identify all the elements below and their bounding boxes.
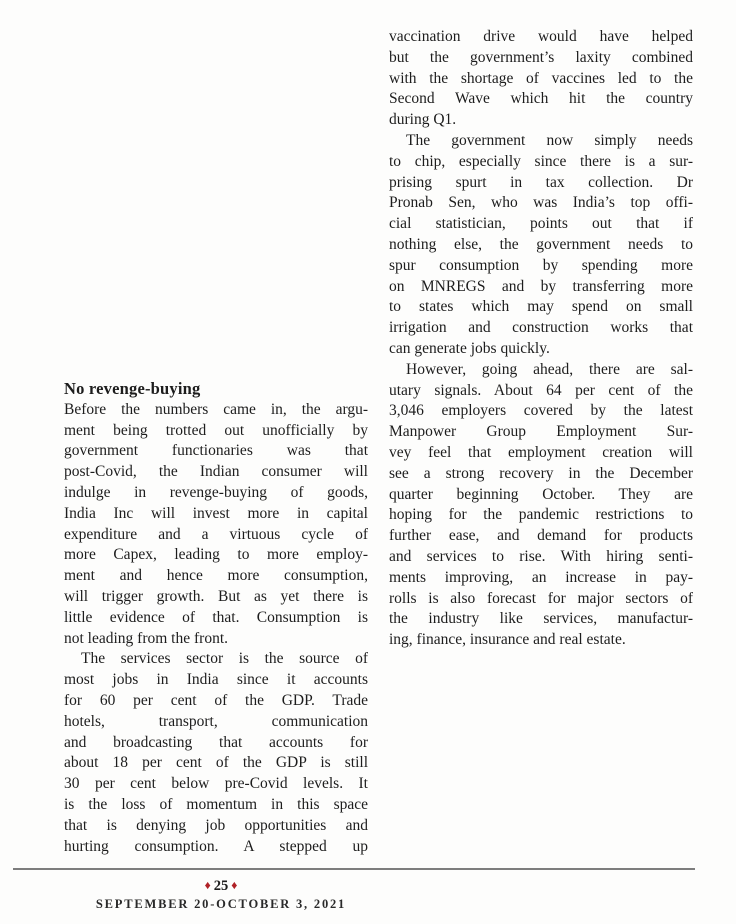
text-line: will trigger growth. But as yet there is <box>64 587 368 605</box>
text-line: on MNREGS and by transferring more <box>389 277 693 295</box>
text-line: for 60 per cent of the GDP. Trade <box>64 691 368 709</box>
text-line: expenditure and a virtuous cycle of <box>64 525 368 543</box>
text-line: that is denying job opportunities and <box>64 816 368 834</box>
text-line: see a strong recovery in the December <box>389 464 693 482</box>
left-column-text <box>64 400 368 858</box>
text-line: to chip, especially since there is a sur- <box>389 152 693 170</box>
text-line: ment being trotted out unofficially by <box>64 421 368 439</box>
text-line: hurting consumption. A stepped up <box>64 837 368 855</box>
text-line: and services to rise. With hiring senti- <box>389 547 693 565</box>
text-line: to states which may spend on small <box>389 298 693 316</box>
text-line: indulge in revenge-buying of goods, <box>64 483 368 501</box>
text-line: quarter beginning October. They are <box>389 485 693 503</box>
text-line: rolls is also forecast for major sectors of <box>389 589 693 607</box>
text-line: spur consumption by spending more <box>389 256 693 274</box>
text-line: The government now simply needs <box>406 131 693 149</box>
text-line: about 18 per cent of the GDP is still <box>64 754 368 772</box>
issue-date: SEPTEMBER 20-OCTOBER 3, 2021 <box>95 897 347 911</box>
text-line: ment and hence more consumption, <box>64 567 368 585</box>
text-line: the industry like services, manufactur- <box>389 610 693 628</box>
text-line: Manpower Group Employment Sur- <box>389 423 693 441</box>
text-line: more Capex, leading to more employ- <box>64 546 368 564</box>
text-line: ing, finance, insurance and real estate. <box>389 631 626 649</box>
text-line: most jobs in India since it accounts <box>64 671 368 689</box>
text-line: irrigation and construction works that <box>389 319 693 337</box>
right-column-text <box>389 27 693 651</box>
text-line: post-Covid, the Indian consumer will <box>64 463 368 481</box>
text-line: 30 per cent below pre-Covid levels. It <box>64 775 368 793</box>
text-line: nothing else, the government needs to <box>389 235 693 253</box>
text-line: and broadcasting that accounts for <box>64 733 368 751</box>
text-line: can generate jobs quickly. <box>389 339 550 357</box>
text-line: However, going ahead, there are sal- <box>406 360 693 378</box>
right-column <box>389 27 693 651</box>
section-heading: No revenge-buying <box>64 379 201 398</box>
text-line: further ease, and demand for products <box>389 527 693 545</box>
footer-divider <box>13 868 695 870</box>
text-line: Second Wave which hit the country <box>389 90 693 108</box>
text-line: but the government’s laxity combined <box>389 48 693 66</box>
text-line: prising spurt in tax collection. Dr <box>389 173 693 191</box>
text-line: little evidence of that. Consumption is <box>64 608 368 626</box>
text-line: is the loss of momentum in this space <box>64 795 368 813</box>
text-line: India Inc will invest more in capital <box>64 504 368 522</box>
text-line: vaccination drive would have helped <box>389 28 693 45</box>
text-line: ments improving, an increase in pay- <box>389 568 693 586</box>
text-line: Before the numbers came in, the argu- <box>64 400 368 418</box>
text-line: utary signals. About 64 per cent of the <box>389 381 693 399</box>
text-line: during Q1. <box>389 111 457 129</box>
text-line: hotels, transport, communication <box>64 712 368 730</box>
text-line: The services sector is the source of <box>81 650 368 668</box>
text-line: with the shortage of vaccines led to the <box>389 69 693 87</box>
page-number-value: 25 <box>213 878 229 894</box>
diamond-icon: ♦ <box>204 878 211 892</box>
text-line: Pronab Sen, who was India’s top offi- <box>389 194 693 212</box>
diamond-icon: ♦ <box>231 878 238 892</box>
text-line: 3,046 employers covered by the latest <box>389 402 693 420</box>
text-line: not leading from the front. <box>64 629 228 647</box>
page-footer <box>0 877 442 913</box>
text-line: vey feel that employment creation will <box>389 443 693 461</box>
text-line: government functionaries was that <box>64 442 368 460</box>
page-number <box>0 877 442 896</box>
text-line: cial statistician, points out that if <box>389 215 693 233</box>
left-column <box>64 379 368 857</box>
text-line: hoping for the pandemic restrictions to <box>389 506 693 524</box>
